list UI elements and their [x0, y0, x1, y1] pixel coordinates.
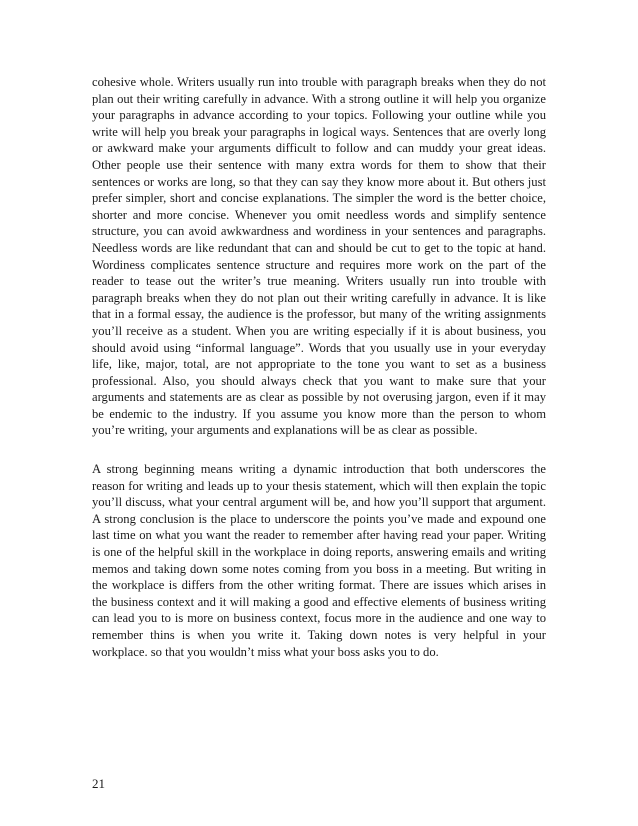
- body-paragraph: cohesive whole. Writers usually run into trouble with paragraph breaks when they do not plan out their writing carefully in advance. With a strong outline it will help you organize your paragraphs in advance according to your topics. Following your outline while you write will help you break your paragraphs in logical ways. Sentences that are overly long or awkward make your arguments difficult to follow and can muddy your great ideas. Other people use their sentence with many extra words for them to show that their sentences or works are long, so that they can say they know more about it. But others just prefer simpler, short and concise explanations. The simpler the word is the better choice, shorter and more concise. Whenever you omit needless words and simplify sentence structure, you can avoid awkwardness and wordiness in your sentences and paragraphs. Needless words are like redundant that can and should be cut to get to the topic at hand. Wordiness complicates sentence structure and requires more work on the part of the reader to tease out the writer’s true meaning. Writers usually run into trouble with paragraph breaks when they do not plan out their writing carefully in advance. It is like that in a formal essay, the audience is the professor, but many of the writing assignments you’ll receive as a student. When you are writing especially if it is about business, you should avoid using “informal language”. Words that you usually use in your everyday life, like, major, total, are not appropriate to the tone you want to set as a business professional. Also, you should always check that you want to make sure that your arguments and statements are as clear as possible by not overusing jargon, even if it may be endemic to the industry. If you assume you know more than the person to whom you’re writing, your arguments and explanations will be as clear as possible.: [92, 75, 546, 438]
- page-number: 21: [92, 776, 105, 791]
- body-paragraph: A strong beginning means writing a dynamic introduction that both underscores the reason for writing and leads up to your thesis statement, which will then explain the topic you’ll discuss, what your central argument will be, and how you’ll support that argument. A strong conclusion is the place to underscore the points you’ve made and expound one last time on what you want the reader to remember after having read your paper. Writing is one of the helpful skill in the workplace in doing reports, answering emails and writing memos and taking down some notes coming from you boss in a meeting. But writing in the workplace is differs from the other writing format. There are issues which arises in the business context and it will making a good and effective elements of business writing can lead you to is more on business context, focus more in the audience and one way to remember thins is when you write it. Taking down notes is very helpful in your workplace. so that you wouldn’t miss what your boss asks you to do.: [92, 462, 546, 659]
